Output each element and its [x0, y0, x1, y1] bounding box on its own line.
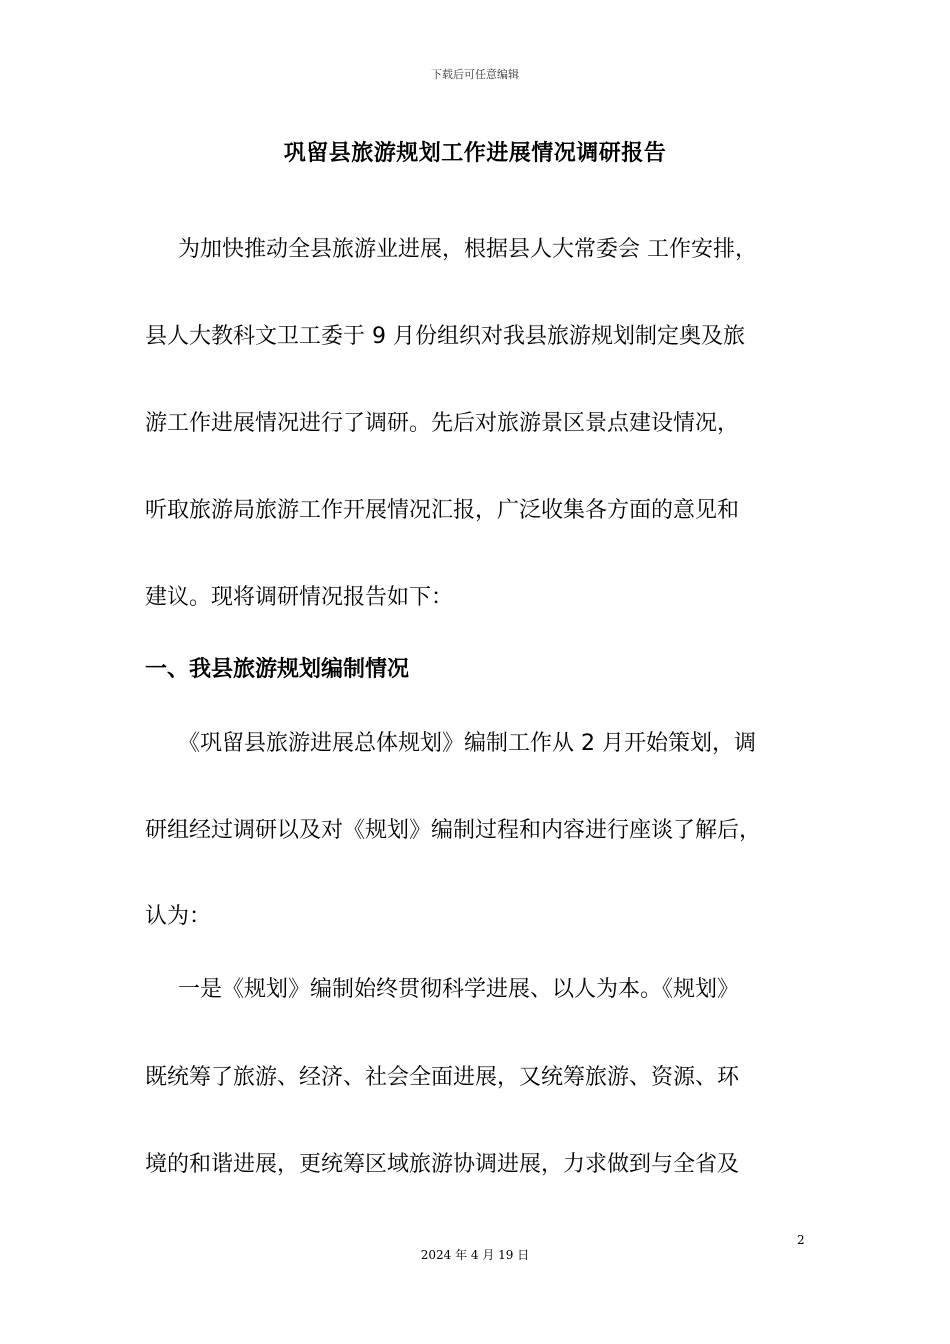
s1p1-line-1: 《巩留县旅游进展总体规划》编制工作从 2 月开始策划，调	[178, 731, 756, 756]
intro-line-5: 建议。现将调研情况报告如下：	[145, 585, 454, 610]
s1p2-line-3: 境的和谐进展，更统筹区域旅游协调进展，力求做到与全省及	[145, 1152, 740, 1177]
footer-date: 2024 年 4 月 19 日	[420, 1248, 530, 1262]
intro-line-3: 游工作进展情况进行了调研。先后对旅游景区景点建设情况，	[145, 411, 740, 436]
header-note: 下载后可任意编辑	[431, 68, 519, 81]
intro-line-2: 县人大教科文卫工委于 9 月份组织对我县旅游规划制定奥及旅	[145, 324, 745, 349]
section-1-heading: 一、我县旅游规划编制情况	[145, 657, 410, 682]
s1p2-line-1: 一是《规划》编制始终贯彻科学进展、以人为本。《规划》	[178, 977, 740, 1002]
s1p1-line-2: 研组经过调研以及对《规划》编制过程和内容进行座谈了解后，	[145, 818, 762, 843]
s1p1-line-3: 认为：	[145, 904, 212, 929]
intro-line-4: 听取旅游局旅游工作开展情况汇报，广泛收集各方面的意见和	[145, 498, 740, 523]
intro-line-1: 为加快推动全县旅游业进展，根据县人大常委会 工作安排，	[178, 237, 757, 262]
s1p2-line-2: 既统筹了旅游、经济、社会全面进展，又统筹旅游、资源、环	[145, 1065, 740, 1090]
page-number: 2	[797, 1233, 805, 1247]
document-title: 巩留县旅游规划工作进展情况调研报告	[283, 141, 667, 166]
